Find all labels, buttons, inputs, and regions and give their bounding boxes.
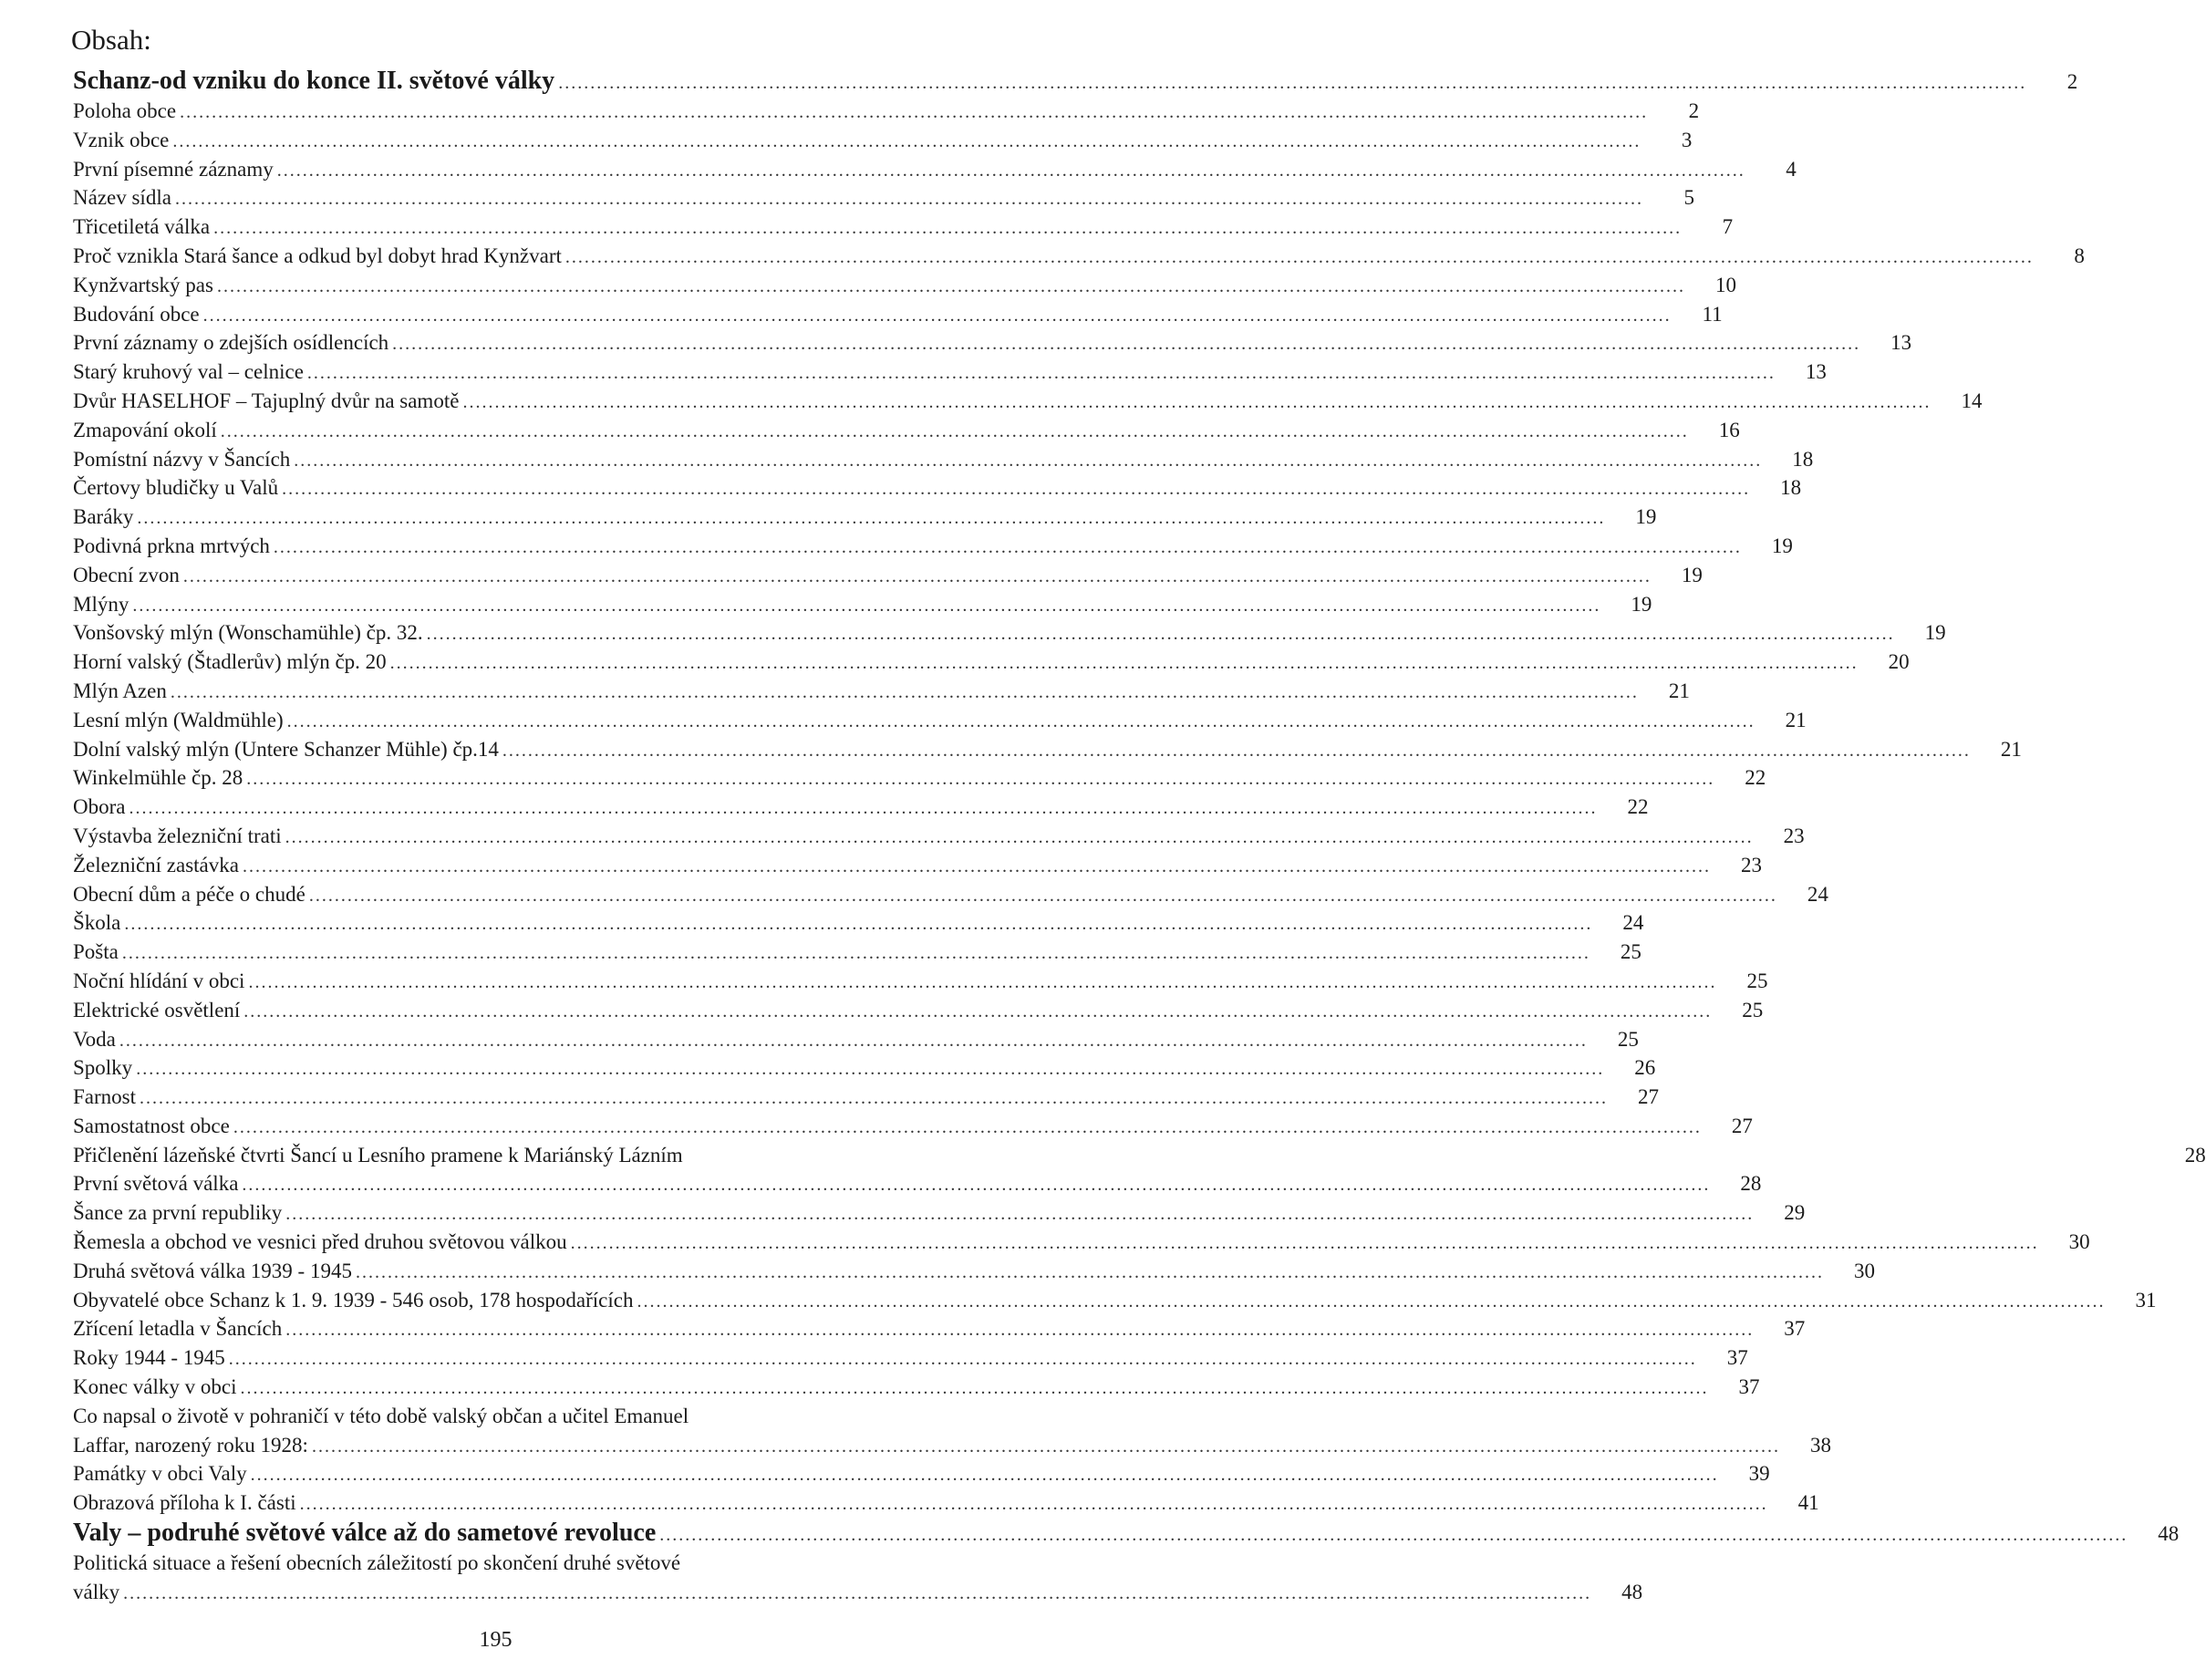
toc-entry	[73, 1549, 844, 1578]
toc-entry	[73, 763, 1766, 793]
toc-entry-title: Kynžvartský pas	[73, 273, 213, 296]
toc-entry-page: 37	[1726, 1346, 1748, 1370]
leader-dots	[137, 504, 1605, 534]
leader-dots	[462, 389, 1931, 418]
leader-dots	[282, 475, 1750, 504]
toc-entry	[73, 1025, 1639, 1054]
toc-entry-title: Konec války v obci	[73, 1375, 237, 1399]
leader-dots	[171, 679, 1639, 708]
leader-dots	[356, 1259, 1824, 1288]
leader-dots	[565, 244, 2034, 273]
toc-entry	[73, 1228, 2090, 1257]
toc-entry	[73, 1286, 2157, 1315]
toc-entry	[73, 271, 1736, 300]
leader-dots	[558, 67, 2026, 99]
leader-dots	[221, 418, 1689, 447]
toc-entry-page: 19	[1635, 505, 1657, 529]
toc-entry-title: Voda	[73, 1027, 116, 1051]
leader-dots	[637, 1288, 2105, 1317]
toc-entry	[73, 851, 1762, 880]
toc-entry	[73, 503, 1657, 532]
leader-dots	[243, 853, 1711, 882]
leader-dots	[124, 910, 1592, 939]
toc-entry	[73, 387, 1983, 416]
leader-dots	[243, 998, 1712, 1027]
toc-entry	[73, 1169, 1762, 1198]
toc-entry-title: Název sídla	[73, 186, 171, 210]
toc-entry-page: 48	[1621, 1580, 1643, 1603]
toc-entry-title: Mlýn Azen	[73, 679, 167, 702]
toc-entry-title: Zmapování okolí	[73, 418, 217, 441]
toc-entry-title: Obora	[73, 795, 126, 819]
toc-entry	[73, 677, 1690, 706]
toc-entry-page: 38	[1809, 1433, 1831, 1457]
toc-entry-page: 19	[1924, 621, 1946, 645]
toc-entry-title: Druhá světová válka 1939 - 1945	[73, 1259, 352, 1282]
toc-entry-page: 2	[1688, 99, 1700, 122]
toc-entry	[73, 908, 1644, 938]
toc-entry	[73, 938, 1642, 967]
leader-dots	[119, 1027, 1588, 1056]
leader-dots	[217, 273, 1685, 302]
leader-dots	[251, 1461, 1719, 1490]
leader-dots	[571, 1229, 2039, 1259]
leader-dots	[659, 1519, 2128, 1550]
toc-entry	[73, 648, 1910, 677]
toc-entry	[73, 213, 1734, 242]
leader-dots	[172, 128, 1641, 157]
toc-entry-page: 21	[1785, 708, 1807, 731]
toc-entry	[73, 880, 1828, 909]
toc-entry-page: 8	[2074, 244, 2085, 267]
leader-dots	[129, 794, 1597, 824]
toc-entry-page: 11	[1702, 302, 1723, 326]
toc-entry	[73, 416, 1740, 445]
toc-entry	[73, 793, 1649, 822]
toc-entry-page: 26	[1634, 1056, 1656, 1080]
toc-entry	[73, 300, 1723, 329]
leader-dots	[123, 1580, 1591, 1609]
toc-entry-title: Horní valský (Štadlerův) mlýn čp. 20	[73, 650, 387, 674]
toc-entry	[73, 1314, 1806, 1343]
leader-dots	[312, 1433, 1780, 1462]
toc-entry	[73, 706, 1807, 735]
toc-entry-page: 3	[1681, 128, 1693, 151]
toc-entry-page: 39	[1748, 1462, 1770, 1486]
toc-entry	[73, 1343, 1748, 1373]
toc-entry-title: Obecní dům a péče o chudé	[73, 882, 306, 906]
toc-entry-title: Přičlenění lázeňské čtvrti Šancí u Lesního pramene k Mariánský Lázním	[73, 1143, 683, 1167]
leader-dots	[300, 1490, 1768, 1519]
toc-entry-page: 25	[1620, 940, 1642, 964]
toc-entry-title: Proč vznikla Stará šance a odkud byl dobyt hrad Kynžvart	[73, 244, 562, 267]
toc-entry-title: Podivná prkna mrtvých	[73, 534, 270, 557]
toc-entry	[73, 328, 1912, 358]
leader-dots	[390, 649, 1859, 679]
toc-entry-title: Obrazová příloha k I. části	[73, 1491, 296, 1515]
leader-dots	[203, 302, 1672, 331]
toc-entry	[73, 126, 1693, 155]
toc-entry	[73, 1083, 1659, 1112]
toc-entry-page: 28	[1740, 1172, 1762, 1196]
toc-entry-title: Farnost	[73, 1085, 136, 1109]
toc-entry	[73, 1141, 2206, 1170]
toc-entry-page: 28	[2184, 1143, 2206, 1167]
leader-dots	[140, 1084, 1608, 1114]
toc-entry	[73, 1112, 1753, 1141]
toc-entry-title: První záznamy o zdejších osídlencích	[73, 331, 389, 355]
toc-entry-page: 14	[1961, 389, 1983, 412]
leader-dots	[285, 824, 1754, 853]
toc-entry-title: Starý kruhový val – celnice	[73, 360, 304, 384]
leader-dots	[132, 592, 1600, 621]
leader-dots	[285, 1200, 1754, 1229]
toc-entry-title: Dvůr HASELHOF – Tajuplný dvůr na samotě	[73, 389, 460, 412]
toc-entry-page: 19	[1681, 563, 1703, 586]
toc-entry	[73, 1053, 1656, 1083]
leader-dots	[180, 99, 1648, 128]
toc-entry-title: Roky 1944 - 1945	[73, 1346, 225, 1370]
toc-entry-title: Lesní mlýn (Waldmühle)	[73, 708, 284, 731]
leader-dots	[136, 1055, 1604, 1084]
toc-entry-title: Politická situace a řešení obecních záležitostí po skončení druhé světové	[73, 1551, 681, 1575]
toc-entry-title: Samostatnost obce	[73, 1114, 230, 1137]
toc-entry	[73, 618, 1946, 648]
toc-entry-page: 13	[1805, 360, 1827, 384]
leader-dots	[213, 214, 1682, 244]
leader-dots	[502, 737, 1971, 766]
toc-entry-page: 23	[1783, 824, 1805, 847]
toc-entry	[73, 822, 1805, 851]
toc-entry-title: Obyvatelé obce Schanz k 1. 9. 1939 - 546 osob, 178 hospodařících	[73, 1288, 634, 1312]
toc-entry	[73, 1488, 1819, 1518]
toc-entry-page: 21	[1668, 679, 1690, 702]
toc-entry-title: války	[73, 1580, 120, 1603]
leader-dots	[233, 1114, 1702, 1143]
toc-entry-page: 19	[1631, 592, 1652, 616]
toc-entry-title: Poloha obce	[73, 99, 177, 122]
toc-entry	[73, 445, 1814, 474]
toc-entry-title: Zřícení letadla v Šancích	[73, 1317, 283, 1341]
toc-entry	[73, 1257, 1875, 1286]
leader-dots	[183, 563, 1652, 592]
toc-entry-page: 19	[1771, 534, 1793, 557]
toc-entry-title: Laffar, narozený roku 1928:	[73, 1433, 308, 1457]
toc-entry-title: Elektrické osvětlení	[73, 998, 241, 1021]
leader-dots	[242, 1171, 1710, 1200]
toc-entry-title: Obecní zvon	[73, 563, 180, 586]
toc-entry	[73, 183, 1694, 213]
toc-entry-title: Winkelmühle čp. 28	[73, 766, 243, 790]
toc-entry-title: Výstavba železniční trati	[73, 824, 282, 847]
toc-entry-title: Co napsal o životě v pohraničí v této době valský občan a učitel Emanuel	[73, 1404, 689, 1427]
leader-dots	[307, 359, 1776, 389]
toc-entry-page: 37	[1738, 1375, 1760, 1399]
toc-entry-page: 27	[1638, 1085, 1659, 1109]
toc-entry-title: Mlýny	[73, 592, 129, 616]
toc-entry-page: 24	[1807, 882, 1828, 906]
leader-dots	[175, 185, 1643, 214]
toc-entry-title: Vznik obce	[73, 128, 170, 151]
toc-entry-title: Noční hlídání v obci	[73, 969, 245, 992]
toc-heading: Obsah:	[71, 24, 151, 56]
toc-entry	[73, 1578, 1643, 1607]
toc-entry-page: 4	[1786, 157, 1797, 181]
toc-entry-title: Řemesla a obchod ve vesnici před druhou světovou válkou	[73, 1230, 567, 1254]
leader-dots	[277, 157, 1745, 186]
toc-entry	[73, 1431, 1831, 1460]
toc-entry-page: 25	[1746, 969, 1768, 992]
leader-dots	[246, 765, 1714, 794]
toc-entry	[73, 532, 1793, 561]
leader-dots	[392, 330, 1860, 359]
toc-entry-title: Baráky	[73, 505, 134, 529]
toc-entry	[73, 242, 2085, 271]
toc-entry-title: Schanz-od vzniku do konce II. světové války	[73, 67, 555, 95]
leader-dots	[122, 939, 1590, 969]
leader-dots	[240, 1374, 1708, 1404]
toc-entry-page: 7	[1722, 215, 1734, 239]
toc-entry-title: Šance za první republiky	[73, 1201, 283, 1225]
toc-entry-title: Vonšovský mlýn (Wonschamühle) čp. 32.	[73, 621, 423, 645]
leader-dots	[294, 447, 1762, 476]
leader-dots	[287, 708, 1755, 737]
toc-entry-page: 29	[1784, 1201, 1806, 1225]
toc-entry-page: 5	[1683, 186, 1694, 210]
toc-entry	[73, 473, 1802, 503]
toc-entry	[73, 1198, 1806, 1228]
toc-entry-title: Valy – podruhé světové válce až do sametové revoluce	[73, 1519, 657, 1548]
toc-entry	[73, 358, 1827, 387]
toc-entry-page: 30	[1853, 1259, 1875, 1282]
toc-entry-page: 30	[2068, 1230, 2090, 1254]
toc-entry	[73, 735, 2022, 764]
toc-entry	[73, 1459, 1770, 1488]
leader-dots	[309, 882, 1777, 911]
toc-entry-title: Budování obce	[73, 302, 200, 326]
toc-entry-page: 25	[1617, 1027, 1639, 1051]
toc-entry	[73, 967, 1768, 996]
toc-entry-page: 27	[1731, 1114, 1753, 1137]
toc-entry-page: 37	[1784, 1317, 1806, 1341]
toc-entry-page: 13	[1890, 331, 1912, 355]
toc-section-heading	[73, 1518, 2180, 1549]
toc-entry-page: 22	[1745, 766, 1766, 790]
toc-entry	[73, 590, 1652, 619]
toc-entry-page: 2	[2066, 70, 2078, 93]
leader-dots	[285, 1316, 1754, 1345]
toc-entry-title: Pošta	[73, 940, 119, 964]
toc-entry-title: První písemné záznamy	[73, 157, 274, 181]
leader-dots	[229, 1345, 1697, 1374]
toc-entry	[73, 1402, 844, 1431]
toc-entry-page: 18	[1780, 476, 1802, 500]
toc-entry	[73, 97, 1700, 126]
toc-entry-title: Dolní valský mlýn (Untere Schanzer Mühle) čp.14	[73, 737, 499, 761]
toc-entry-title: Spolky	[73, 1056, 133, 1080]
page-number: 195	[479, 1628, 513, 1652]
leader-dots	[427, 620, 1895, 649]
toc-entry-title: Pomístní názvy v Šancích	[73, 447, 291, 471]
toc-entry-page: 31	[2135, 1288, 2157, 1312]
toc-entry-title: Památky v obci Valy	[73, 1462, 247, 1486]
table-of-contents	[73, 66, 2206, 1607]
toc-section-heading	[73, 66, 2078, 97]
toc-entry-page: 41	[1797, 1491, 1819, 1515]
toc-entry	[73, 996, 1764, 1025]
toc-entry-page: 18	[1792, 447, 1814, 471]
toc-entry-title: První světová válka	[73, 1172, 239, 1196]
toc-entry-page: 21	[2000, 737, 2022, 761]
toc-entry	[73, 561, 1703, 590]
toc-entry-title: Železniční zastávka	[73, 853, 239, 876]
leader-dots	[274, 534, 1742, 563]
toc-entry	[73, 1373, 1760, 1402]
toc-entry	[73, 155, 1797, 184]
toc-entry-page: 23	[1740, 853, 1762, 876]
toc-entry-title: Třicetiletá válka	[73, 215, 211, 239]
toc-entry-title: Škola	[73, 911, 121, 935]
toc-entry-page: 22	[1627, 795, 1649, 819]
toc-entry-page: 20	[1888, 650, 1910, 674]
toc-entry-page: 25	[1742, 998, 1764, 1021]
toc-entry-page: 16	[1718, 418, 1740, 441]
leader-dots	[248, 969, 1716, 998]
toc-entry-page: 24	[1622, 911, 1644, 935]
toc-entry-page: 48	[2158, 1522, 2180, 1546]
toc-entry-page: 10	[1714, 273, 1736, 296]
toc-entry-title: Čertovy bludičky u Valů	[73, 476, 279, 500]
